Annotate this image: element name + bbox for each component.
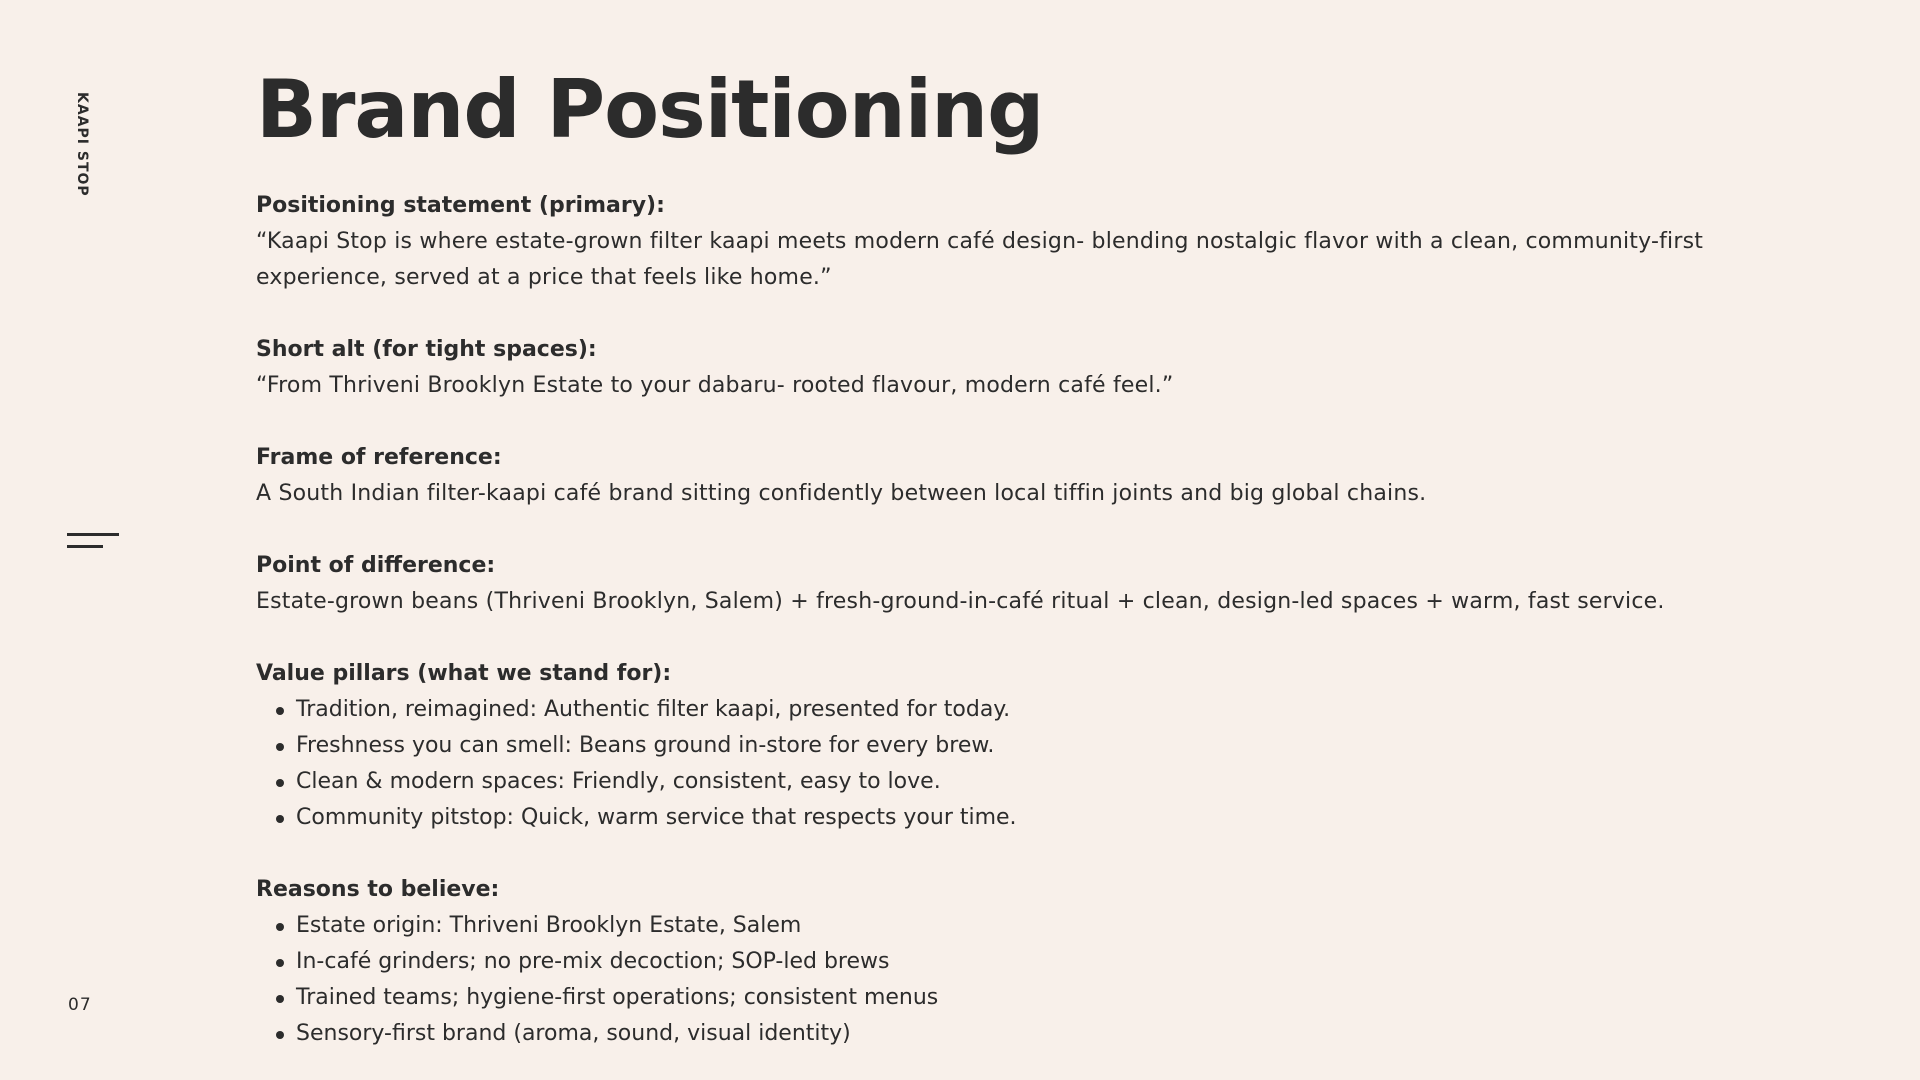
list-item: Estate origin: Thriveni Brooklyn Estate, Salem <box>256 908 1816 944</box>
section-text: Estate-grown beans (Thriveni Brooklyn, Salem) + fresh-ground-in-café ritual + clean, design-led spaces + warm, fast service. <box>256 589 1665 614</box>
list-item: Clean & modern spaces: Friendly, consistent, easy to love. <box>256 764 1816 800</box>
section-short-alt <box>256 332 1816 404</box>
section-frame-of-reference <box>256 440 1816 512</box>
section-label: Frame of reference: <box>256 445 502 470</box>
section-reasons-to-believe <box>256 872 1816 1052</box>
section-label: Point of difference: <box>256 553 496 578</box>
list-item: Sensory-first brand (aroma, sound, visual identity) <box>256 1016 1816 1052</box>
list-item: Trained teams; hygiene-first operations; consistent menus <box>256 980 1816 1016</box>
page-title: Brand Positioning <box>256 63 1044 156</box>
list-item: Tradition, reimagined: Authentic filter kaapi, presented for today. <box>256 692 1816 728</box>
section-text: A South Indian filter-kaapi café brand sitting confidently between local tiffin joints and big global chains. <box>256 481 1427 506</box>
menu-icon-line-bottom <box>67 545 103 548</box>
content-body <box>256 188 1816 1052</box>
list-item: Community pitstop: Quick, warm service that respects your time. <box>256 800 1816 836</box>
page-number: 07 <box>68 995 92 1015</box>
section-value-pillars <box>256 656 1816 836</box>
brand-name-vertical: KAAPI STOP <box>74 92 90 197</box>
section-label: Positioning statement (primary): <box>256 193 665 218</box>
menu-icon[interactable] <box>67 533 119 549</box>
menu-icon-line-top <box>67 533 119 536</box>
section-text: “Kaapi Stop is where estate-grown filter kaapi meets modern café design- blending nostalgic flavor with a clean, community-first experience, served at a price that feels like home.” <box>256 229 1704 290</box>
section-point-of-difference <box>256 548 1816 620</box>
section-label: Short alt (for tight spaces): <box>256 337 597 362</box>
section-label: Reasons to believe: <box>256 877 500 902</box>
section-label: Value pillars (what we stand for): <box>256 661 672 686</box>
section-text: “From Thriveni Brooklyn Estate to your dabaru- rooted flavour, modern café feel.” <box>256 373 1174 398</box>
list-item: In-café grinders; no pre-mix decoction; SOP-led brews <box>256 944 1816 980</box>
section-positioning-statement <box>256 188 1816 296</box>
value-pillars-list <box>256 692 1816 836</box>
list-item: Freshness you can smell: Beans ground in-store for every brew. <box>256 728 1816 764</box>
reasons-list <box>256 908 1816 1052</box>
